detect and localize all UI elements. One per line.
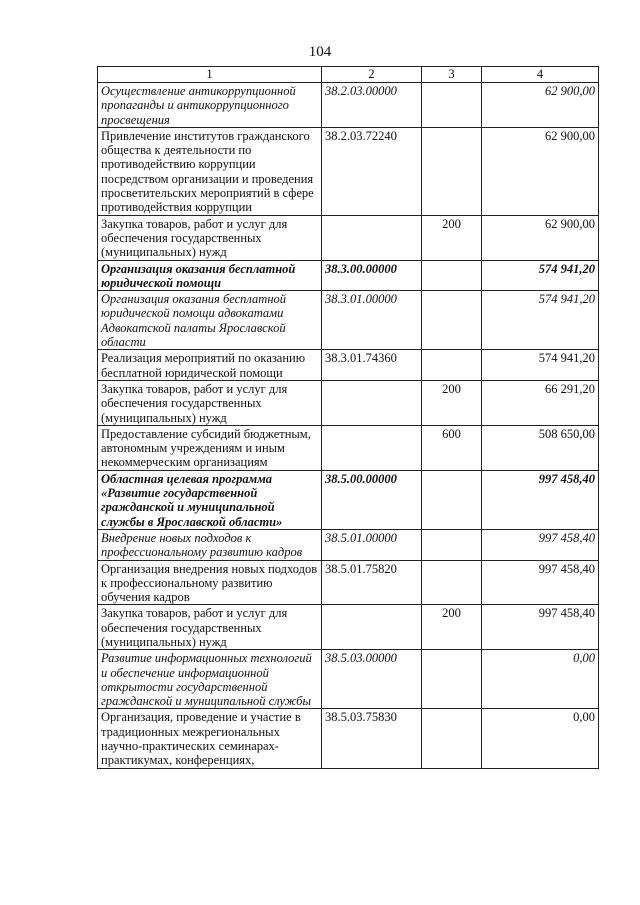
header-col-3: 3: [422, 67, 482, 83]
row-code-cell: 38.3.00.00000: [322, 260, 422, 291]
budget-table: [97, 66, 599, 769]
row-sum-cell: 997 458,40: [482, 470, 599, 529]
row-name-cell: Закупка товаров, работ и услуг для обеспечения государственных (муниципальных) нужд: [98, 380, 322, 425]
row-type-cell: [422, 260, 482, 291]
table-row: [98, 709, 599, 768]
row-sum-cell: 997 458,40: [482, 560, 599, 605]
table-row: [98, 650, 599, 709]
row-sum-cell: 66 291,20: [482, 380, 599, 425]
row-name-cell: Областная целевая программа «Развитие государственной гражданской и муниципальной службы в Ярославской области»: [98, 470, 322, 529]
row-type-cell: [422, 560, 482, 605]
table-row: [98, 380, 599, 425]
row-name-cell: Развитие информационных технологий и обеспечение информационной открытости государственной гражданской и муниципальной службы: [98, 650, 322, 709]
row-name-cell: Предоставление субсидий бюджетным, автономным учреждениям и иным некоммерческим организациям: [98, 425, 322, 470]
row-code-cell: [322, 425, 422, 470]
table-row: [98, 350, 599, 381]
table-row: [98, 605, 599, 650]
row-sum-cell: 574 941,20: [482, 291, 599, 350]
page-number: 104: [308, 44, 332, 60]
row-sum-cell: 508 650,00: [482, 425, 599, 470]
row-type-cell: 200: [422, 380, 482, 425]
row-code-cell: 38.3.01.00000: [322, 291, 422, 350]
table-row: [98, 127, 599, 215]
row-type-cell: [422, 650, 482, 709]
row-sum-cell: 0,00: [482, 709, 599, 768]
row-name-cell: Осуществление антикоррупционной пропаганды и антикоррупционного просвещения: [98, 83, 322, 128]
table-row: [98, 560, 599, 605]
header-col-4: 4: [482, 67, 599, 83]
row-sum-cell: 62 900,00: [482, 127, 599, 215]
row-type-cell: 600: [422, 425, 482, 470]
row-type-cell: [422, 291, 482, 350]
row-name-cell: Организация внедрения новых подходов к профессиональному развитию обучения кадров: [98, 560, 322, 605]
table-row: [98, 215, 599, 260]
table-header-row: [98, 67, 599, 83]
row-code-cell: 38.5.01.75820: [322, 560, 422, 605]
row-code-cell: 38.5.03.75830: [322, 709, 422, 768]
row-name-cell: Реализация мероприятий по оказанию бесплатной юридической помощи: [98, 350, 322, 381]
row-code-cell: 38.2.03.72240: [322, 127, 422, 215]
row-type-cell: [422, 127, 482, 215]
row-sum-cell: 62 900,00: [482, 83, 599, 128]
row-type-cell: [422, 470, 482, 529]
row-type-cell: 200: [422, 215, 482, 260]
row-code-cell: 38.5.03.00000: [322, 650, 422, 709]
row-code-cell: 38.3.01.74360: [322, 350, 422, 381]
row-name-cell: Привлечение институтов гражданского общества к деятельности по противодействию коррупции посредством организации и проведения просветительских мероприятий в сфере противодействия коррупции: [98, 127, 322, 215]
table-row: [98, 260, 599, 291]
row-sum-cell: 62 900,00: [482, 215, 599, 260]
row-sum-cell: 997 458,40: [482, 529, 599, 560]
row-type-cell: [422, 529, 482, 560]
row-name-cell: Организация, проведение и участие в традиционных межрегиональных научно-практических семинарах-практикумах, конференциях,: [98, 709, 322, 768]
row-code-cell: [322, 215, 422, 260]
row-type-cell: [422, 83, 482, 128]
header-col-1: 1: [98, 67, 322, 83]
row-sum-cell: 0,00: [482, 650, 599, 709]
row-sum-cell: 574 941,20: [482, 260, 599, 291]
table-row: [98, 425, 599, 470]
row-code-cell: 38.2.03.00000: [322, 83, 422, 128]
header-col-2: 2: [322, 67, 422, 83]
row-name-cell: Внедрение новых подходов к профессиональному развитию кадров: [98, 529, 322, 560]
row-type-cell: 200: [422, 605, 482, 650]
row-code-cell: [322, 605, 422, 650]
row-type-cell: [422, 709, 482, 768]
row-name-cell: Закупка товаров, работ и услуг для обеспечения государственных (муниципальных) нужд: [98, 215, 322, 260]
row-sum-cell: 997 458,40: [482, 605, 599, 650]
row-type-cell: [422, 350, 482, 381]
row-name-cell: Организация оказания бесплатной юридической помощи: [98, 260, 322, 291]
table-row: [98, 529, 599, 560]
table-row: [98, 470, 599, 529]
row-code-cell: [322, 380, 422, 425]
table-row: [98, 291, 599, 350]
row-sum-cell: 574 941,20: [482, 350, 599, 381]
row-code-cell: 38.5.00.00000: [322, 470, 422, 529]
row-name-cell: Организация оказания бесплатной юридической помощи адвокатами Адвокатской палаты Ярославской области: [98, 291, 322, 350]
row-code-cell: 38.5.01.00000: [322, 529, 422, 560]
row-name-cell: Закупка товаров, работ и услуг для обеспечения государственных (муниципальных) нужд: [98, 605, 322, 650]
table-row: [98, 83, 599, 128]
